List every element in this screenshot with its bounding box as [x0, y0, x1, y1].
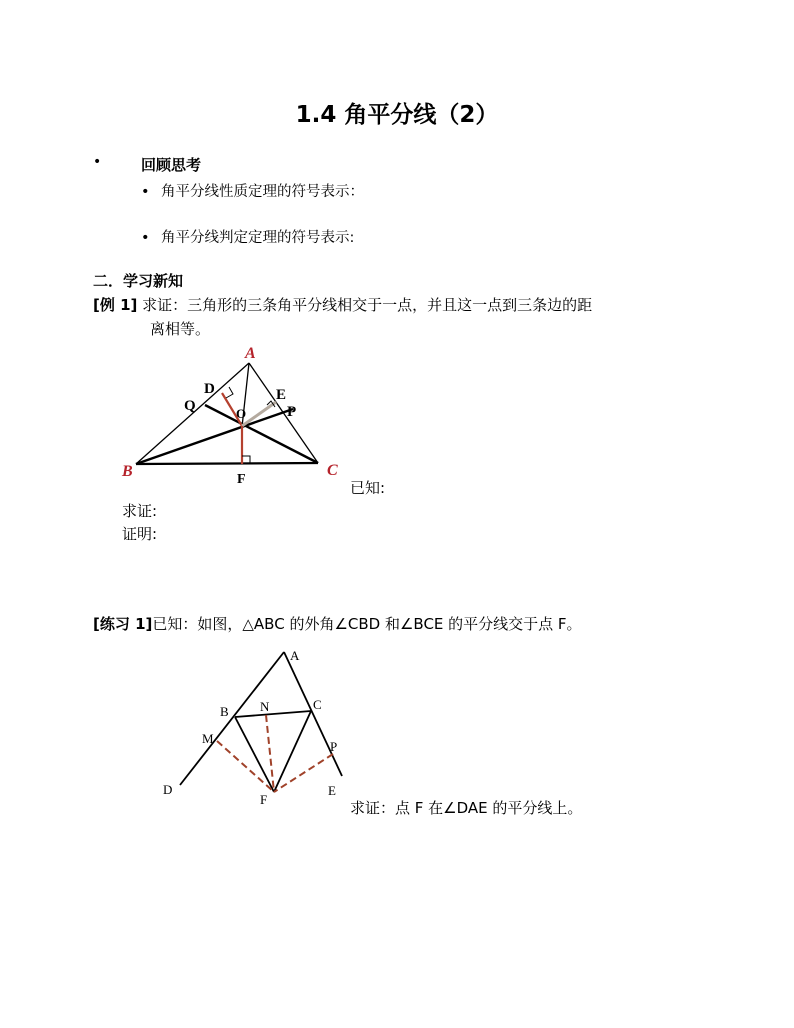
review-item-1: • 角平分线性质定理的符号表示：: [141, 184, 364, 200]
known-label: 已知:: [350, 479, 386, 497]
bullet-icon: •: [141, 184, 150, 200]
proof-label: 证明:: [122, 525, 158, 543]
bullet-icon: •: [141, 230, 150, 246]
label-p: P: [330, 739, 338, 754]
example-1-tag: [例 1]: [93, 296, 138, 314]
review-heading: 回顾思考: [141, 156, 202, 174]
prove-label: 求证:: [122, 502, 158, 520]
page-title: 1.4 角平分线（2）: [295, 102, 499, 128]
label-a: A: [245, 345, 256, 362]
review-item-2: • 角平分线判定定理的符号表示:: [141, 230, 355, 246]
example-1-text: [例 1] 求证：三角形的三条角平分线相交于一点，并且这一点到三条边的距: [93, 296, 593, 314]
triangle-bisector-figure: [110, 340, 350, 490]
example-1-text-line2: 离相等。: [150, 320, 211, 338]
ray-ae: [284, 652, 342, 776]
side-bc: [136, 463, 318, 464]
exercise-1-tag: [练习 1]: [93, 615, 153, 633]
exercise-1-text: [练习 1]已知：如图，△ABC 的外角∠CBD 和∠BCE 的平分线交于点 F。: [93, 615, 582, 633]
label-m: M: [202, 731, 214, 746]
perpendicular-oe: [242, 402, 276, 426]
ray-ad: [180, 652, 284, 785]
label-c: C: [313, 697, 322, 712]
label-p: P: [287, 404, 297, 420]
label-f: F: [260, 792, 268, 807]
label-o: O: [236, 406, 247, 421]
label-e: E: [328, 783, 336, 798]
label-d: D: [204, 381, 215, 397]
label-c: C: [327, 462, 338, 479]
right-angle-mark-d: [226, 387, 233, 398]
label-b: B: [220, 704, 229, 719]
label-d: D: [163, 782, 173, 797]
dashed-fm: [217, 741, 274, 792]
bisector-bp: [136, 409, 293, 464]
label-e: E: [276, 387, 287, 403]
external-bisector-figure: [155, 640, 355, 815]
bullet-dot: •: [93, 154, 102, 170]
label-f: F: [237, 472, 246, 487]
label-n: N: [260, 699, 270, 714]
segment-bc: [235, 711, 311, 717]
label-a: A: [290, 648, 300, 663]
label-q: Q: [184, 398, 196, 414]
section-heading: 二．学习新知: [93, 272, 184, 290]
exercise-1-prove: 求证：点 F 在∠DAE 的平分线上。: [350, 799, 583, 817]
label-b: B: [122, 463, 133, 480]
